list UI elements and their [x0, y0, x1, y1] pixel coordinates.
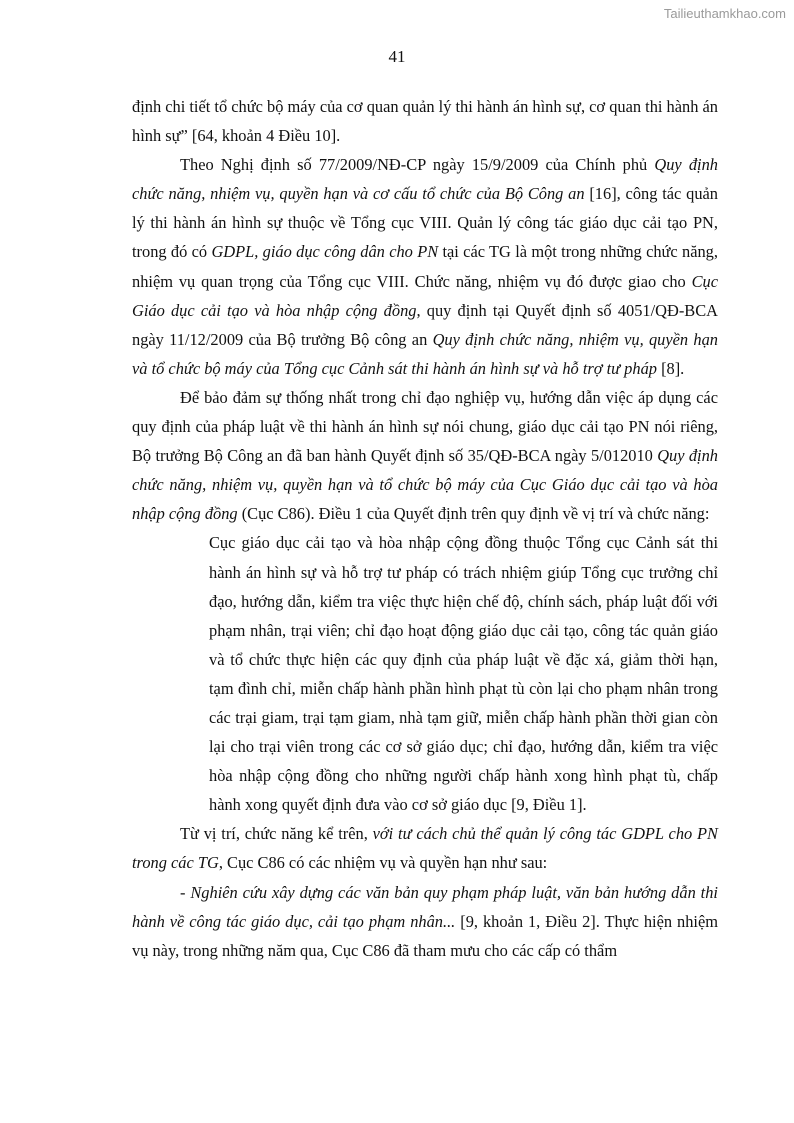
- text-span: tại các TG là một trong những chức năng, nhiệm vụ quan trọng của Tổng cục VIII. Chức năng, nhiệm vụ đó được giao cho: [132, 242, 718, 291]
- text-span: , quy định tại Quyết định số 4051/QĐ-BCA ngày 11/12/2009 của Bộ trưởng Bộ công an: [132, 300, 718, 349]
- paragraph-1: [132, 92, 718, 150]
- paragraph-3: [132, 383, 718, 528]
- italic-phrase: - Nghiên cứu xây dựng các văn bản quy phạm pháp luật, văn bản hướng dẫn thi hành về công tác giáo dục, cải tạo phạm nhân...: [132, 882, 718, 931]
- quote-text: Cục giáo dục cải tạo và hòa nhập cộng đồng thuộc Tổng cục Cảnh sát thi hành án hình sự và hỗ trợ tư pháp có trách nhiệm giúp Tổng cục trưởng chỉ đạo, hướng dẫn, kiểm tra việc thực hiện chế độ, chính sách, pháp luật đối với phạm nhân, trại viên; chỉ đạo hoạt động giáo dục cải tạo, công tác quản giáo và tổ chức thực hiện các quy định của pháp luật về đặc xá, giảm thời hạn, tạm đình chỉ, miễn chấp hành phần hình phạt tù còn lại cho phạm nhân trong các trại giam, trại tạm giam, nhà tạm giữ, miễn chấp hành phần thời gian còn lại cho trại viên trong các cơ sở giáo dục; chỉ đạo, hướng dẫn, kiểm tra việc hòa nhập cộng đồng cho những người chấp hành xong hình phạt tù, chấp hành xong quyết định đưa vào cơ sở giáo dục [9, Điều 1].: [209, 533, 718, 815]
- italic-title: Quy định chức năng, nhiệm vụ, quyền hạn và tổ chức bộ máy của Cục Giáo dục cải tạo và hòa nhập cộng đồng: [132, 446, 718, 524]
- document-body: [132, 92, 718, 965]
- text-span: [9, khoản 1, Điều 2]. Thực hiện nhiệm vụ này, trong những năm qua, Cục C86 đã tham mưu cho các cấp có thẩm: [132, 911, 718, 960]
- block-quote: [209, 528, 718, 819]
- text-span: định chi tiết tổ chức bộ máy của cơ quan quản lý thi hành án hình sự, cơ quan thi hành án hình sự” [64, khoản 4 Điều 10].: [132, 97, 718, 146]
- text-span: Từ vị trí, chức năng kể trên,: [180, 824, 373, 844]
- text-span: (Cục C86). Điều 1 của Quyết định trên quy định về vị trí và chức năng:: [237, 504, 710, 524]
- page-number: 41: [388, 47, 406, 66]
- watermark: Tailieuthamkhao.com: [663, 6, 786, 21]
- italic-title: Cục Giáo dục cải tạo và hòa nhập cộng đồng: [132, 271, 718, 320]
- paragraph-2: [132, 150, 718, 383]
- italic-phrase: với tư cách chủ thể quản lý công tác GDPL cho PN trong các TG: [132, 824, 718, 873]
- italic-title: Quy định chức năng, nhiệm vụ, quyền hạn và cơ cấu tổ chức của Bộ Công an: [132, 155, 718, 204]
- text-span: Để bảo đảm sự thống nhất trong chỉ đạo nghiệp vụ, hướng dẫn việc áp dụng các quy định của pháp luật về thi hành án hình sự nói chung, giáo dục cải tạo PN nói riêng, Bộ trưởng Bộ Công an đã ban hành Quyết định số 35/QĐ-BCA ngày 5/012010: [132, 387, 718, 466]
- text-span: [8].: [656, 358, 685, 378]
- text-span: Theo Nghị định số 77/2009/NĐ-CP ngày 15/9/2009 của Chính phủ: [180, 155, 655, 175]
- italic-title: Quy định chức năng, nhiệm vụ, quyền hạn và tổ chức bộ máy của Tổng cục Cảnh sát thi hành án hình sự và hỗ trợ tư pháp: [132, 329, 718, 378]
- italic-phrase: GDPL, giáo dục công dân cho PN: [211, 242, 439, 262]
- paragraph-5: [132, 878, 718, 965]
- text-span: , Cục C86 có các nhiệm vụ và quyền hạn như sau:: [218, 853, 548, 873]
- text-span: [16], công tác quản lý thi hành án hình sự thuộc về Tổng cục VIII. Quản lý công tác giáo dục cải tạo PN, trong đó có: [132, 184, 718, 262]
- paragraph-4: [132, 819, 718, 877]
